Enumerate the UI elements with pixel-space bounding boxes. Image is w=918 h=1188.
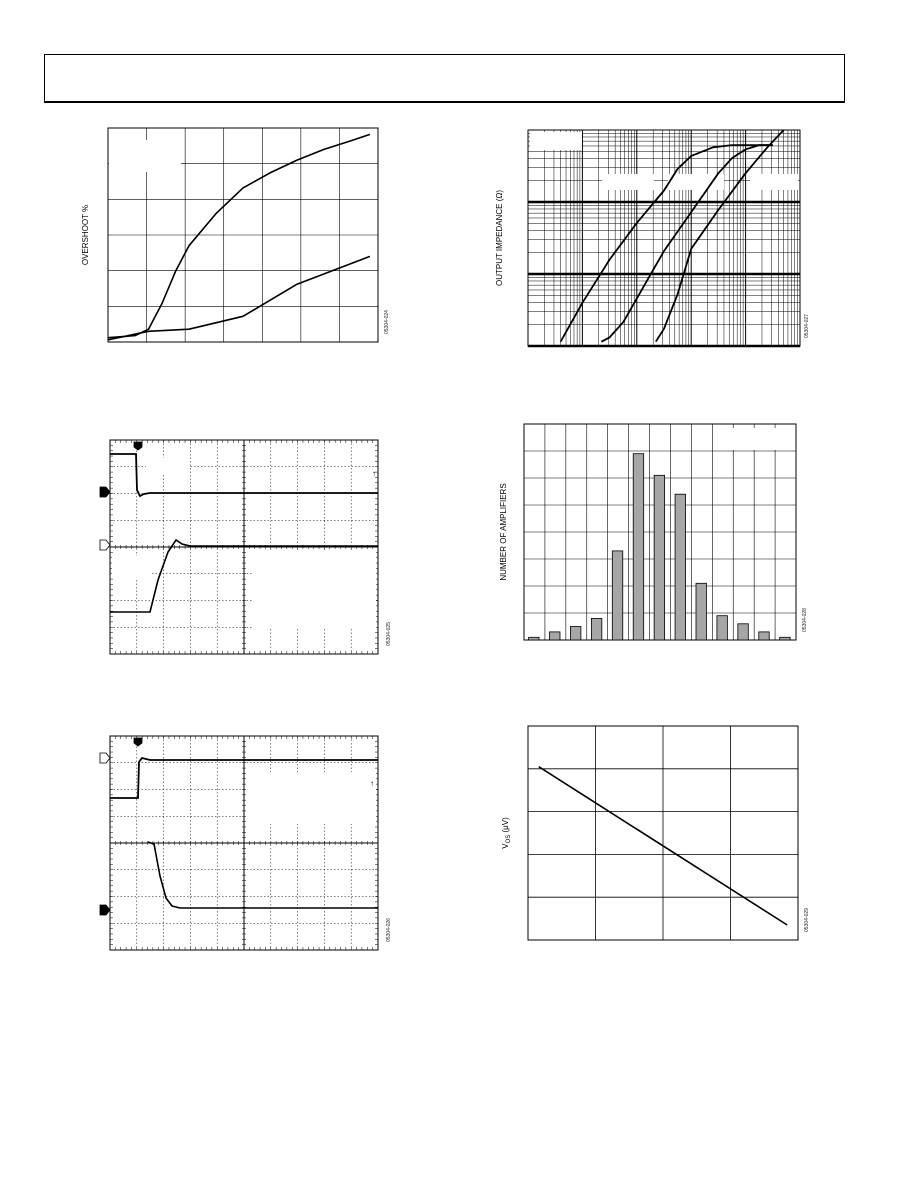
figure-code: 05304-024 [384, 310, 390, 334]
trigger-arrow: ↑ [372, 469, 376, 478]
histogram-bar [529, 637, 539, 640]
y-axis-label: NUMBER OF AMPLIFIERS [499, 483, 508, 581]
histogram-bar [738, 624, 748, 640]
trigger-arrow: ↑ [370, 779, 374, 788]
legend-box [252, 552, 376, 628]
histogram-bar [612, 551, 622, 640]
legend-box [146, 458, 190, 474]
y-axis-label: $V_{OS}$ (μV) [501, 817, 512, 849]
histogram-bar [654, 475, 664, 640]
figure-code: 05304-025 [386, 622, 392, 646]
legend-box [109, 140, 181, 172]
histogram-bar [633, 454, 643, 640]
series-line-2 [108, 256, 370, 340]
legend-box [732, 428, 788, 450]
step-response-falling-chart [90, 732, 396, 958]
channel-marker-filled [134, 738, 142, 746]
channel-marker-filled [134, 442, 142, 450]
channel-marker-open [100, 753, 110, 763]
histogram-bar [550, 632, 560, 640]
channel-marker-filled [100, 487, 110, 497]
histogram-chart [494, 420, 812, 652]
legend-box [530, 132, 582, 150]
histogram-bar [717, 616, 727, 640]
plot-frame [528, 130, 800, 346]
series-line-1 [561, 145, 773, 342]
figure-code: 05304-027 [804, 314, 810, 338]
channel-marker-filled [100, 905, 110, 915]
vos-chart [494, 720, 812, 948]
figure-code: 05304-029 [804, 908, 810, 932]
figure-code: 05304-026 [386, 918, 392, 942]
output-impedance-chart [492, 124, 814, 354]
histogram-bar [675, 494, 685, 640]
legend-box [246, 772, 376, 824]
step-response-rising-chart [90, 436, 396, 658]
figure-code: 05304-028 [802, 608, 808, 632]
overshoot-chart [80, 124, 396, 348]
y-axis-label: OVERSHOOT % [81, 204, 90, 266]
histogram-bar [759, 632, 769, 640]
histogram-bar [591, 618, 601, 640]
legend-box [750, 174, 798, 190]
histogram-bar [696, 583, 706, 640]
trace-output [148, 842, 378, 908]
page-header [44, 54, 845, 103]
histogram-bar [780, 637, 790, 640]
legend-box [602, 174, 654, 190]
y-axis-label: OUTPUT IMPEDANCE (Ω) [495, 189, 504, 287]
channel-marker-open [100, 540, 110, 550]
histogram-bar [570, 627, 580, 641]
legend-box [112, 556, 152, 578]
